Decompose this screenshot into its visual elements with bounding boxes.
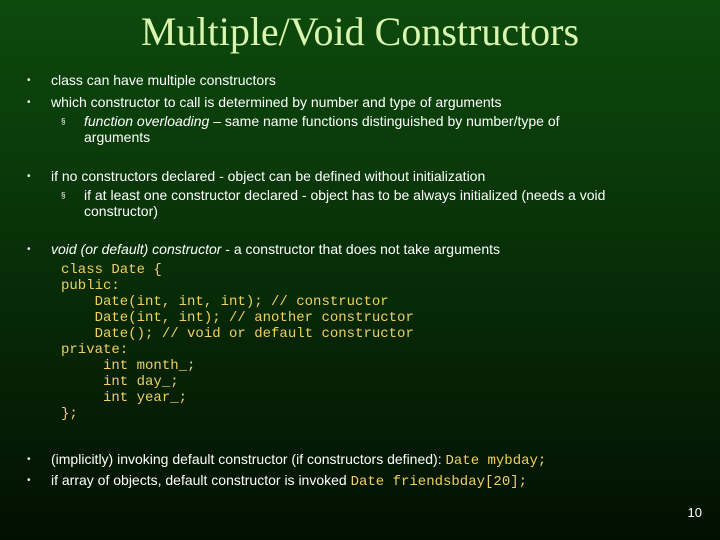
bullet-text: class can have multiple constructors [51,72,276,88]
bullet-text-part: if array of objects, default constructor is invoked [51,472,351,488]
code-line: private: [61,342,129,358]
bullet-text [51,241,500,258]
bullet-dot: • [27,97,31,108]
code-line: int day_; [61,374,179,390]
code-line: Date(); // void or default constructor [61,326,414,342]
page-number: 10 [687,505,702,520]
italic-term: void (or default) constructor [51,241,222,257]
italic-term: function overloading [84,113,210,129]
sub-bullet-continuation: constructor) [84,203,158,219]
sub-bullet-text [84,113,560,130]
bullet-text [51,451,546,470]
sub-bullet-text: if at least one constructor declared - object has to be always initialized (needs a void [84,187,606,203]
sub-bullet-rest: – same name functions distinguished by number/type of [209,113,560,129]
inline-code: Date mybday; [445,453,547,469]
sub-bullet-continuation: arguments [84,129,151,145]
code-block [61,262,414,422]
sub-bullet-icon: § [61,117,66,126]
bullet-text: which constructor to call is determined by number and type of arguments [51,94,502,110]
bullet-dot: • [27,244,31,255]
bullet-text [51,472,527,491]
bullet-dot: • [27,75,31,86]
bullet-text-part: (implicitly) invoking default constructor (if constructors defined): [51,451,446,467]
bullet-rest: - a constructor that does not take arguments [221,241,500,257]
code-line: }; [61,406,78,422]
code-line: Date(int, int); // another constructor [61,310,414,326]
inline-code: Date friendsbday[20]; [350,474,528,490]
code-line: public: [61,278,120,294]
bullet-dot: • [27,171,31,182]
sub-bullet-icon: § [61,191,66,200]
slide-title: Multiple/Void Constructors [140,9,580,54]
code-line: int year_; [61,390,188,406]
bullet-text: if no constructors declared - object can be defined without initialization [51,168,486,184]
code-line: class Date { [61,262,162,278]
code-line: Date(int, int, int); // constructor [61,294,389,310]
bullet-dot: • [27,475,31,486]
code-line: int month_; [61,358,196,374]
bullet-dot: • [27,454,31,465]
